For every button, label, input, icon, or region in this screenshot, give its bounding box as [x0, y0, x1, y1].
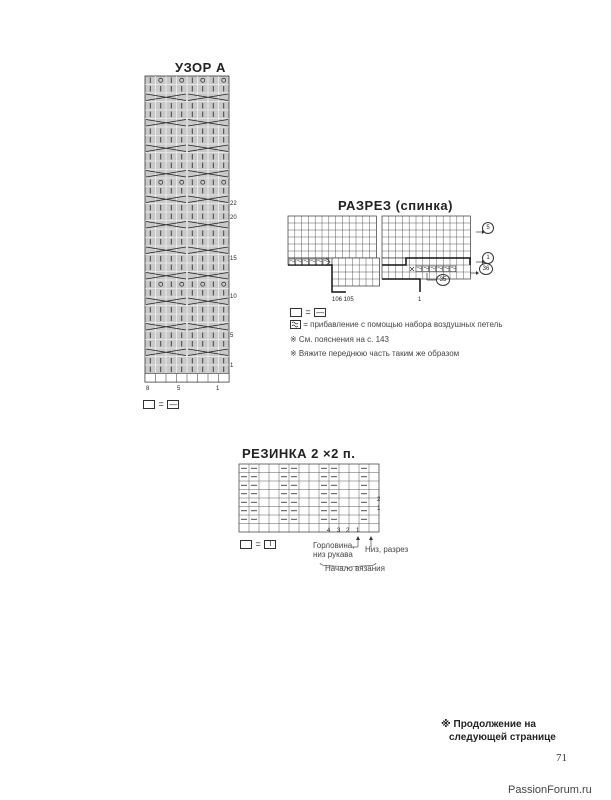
- pattern-a-row-20: 20: [230, 215, 237, 221]
- rib-label-sleeve: низ рукава: [313, 550, 353, 559]
- empty-cell-icon: [240, 540, 252, 549]
- pattern-a-col-8: 8: [146, 386, 150, 392]
- continuation-line-1: ※ Продолжение на: [441, 719, 536, 730]
- equals-sign: =: [305, 307, 311, 317]
- rib-col-2: 2: [346, 528, 350, 534]
- callout-35-circle: 35: [436, 274, 450, 286]
- note-see-page: ※ См. пояснения на с. 143: [290, 335, 389, 344]
- purl-symbol: —: [316, 308, 325, 318]
- pattern-a-chart: [143, 74, 243, 396]
- equals-sign: =: [255, 539, 261, 549]
- callout-1-circle: 1: [482, 252, 494, 264]
- callout-5-circle: 5: [482, 222, 494, 234]
- pattern-a-row-1: 1: [230, 363, 234, 369]
- empty-cell-icon: [143, 400, 155, 409]
- rib-col-4: 4: [327, 528, 331, 534]
- watermark: PassionForum.ru: [508, 784, 592, 796]
- rib-row-1: 1: [377, 506, 381, 512]
- cross-section-col-1: 1: [418, 297, 422, 303]
- cross-section-legend-symbol: [290, 307, 326, 317]
- pattern-a-legend: [143, 399, 179, 409]
- cross-section-col-106-105: 106 105: [332, 297, 354, 303]
- increase-chain-icon: [290, 320, 301, 329]
- rib-row-2: 2: [377, 497, 381, 503]
- cross-section-title: РАЗРЕЗ (спинка): [338, 198, 453, 213]
- pattern-a-col-5: 5: [177, 386, 181, 392]
- empty-cell-icon: [290, 308, 302, 317]
- knit-symbol: I: [264, 540, 276, 549]
- pattern-a-col-1: 1: [216, 386, 220, 392]
- rib-chart: [238, 463, 388, 537]
- callout-36-circle: 36: [479, 263, 493, 275]
- rib-col-1: 1: [356, 528, 360, 534]
- rib-label-start: Начало вязания: [325, 564, 385, 573]
- purl-symbol: —: [169, 400, 178, 410]
- pattern-a-row-15: 15: [230, 256, 237, 262]
- rib-title: РЕЗИНКА 2 ×2 п.: [242, 446, 356, 461]
- rib-legend: [240, 539, 276, 549]
- note-front-same: ※ Вяжите переднюю часть таким же образом: [290, 349, 460, 358]
- page-number: 71: [556, 752, 567, 764]
- equals-sign: =: [158, 399, 164, 409]
- rib-label-neck: Горловина,: [313, 541, 355, 550]
- cross-section-chart: [286, 214, 496, 294]
- increase-legend: [290, 320, 503, 329]
- pattern-a-row-22: 22: [230, 201, 237, 207]
- continuation-line-2: следующей странице: [449, 732, 556, 743]
- rib-label-hem: Низ, разрез: [365, 545, 409, 554]
- rib-col-3: 3: [337, 528, 341, 534]
- increase-legend-text: = прибавление с помощью набора воздушных петель: [303, 320, 503, 329]
- pattern-a-row-5: 5: [230, 333, 234, 339]
- pattern-a-row-10: 10: [230, 294, 237, 300]
- pattern-a-title: УЗОР А: [175, 60, 226, 75]
